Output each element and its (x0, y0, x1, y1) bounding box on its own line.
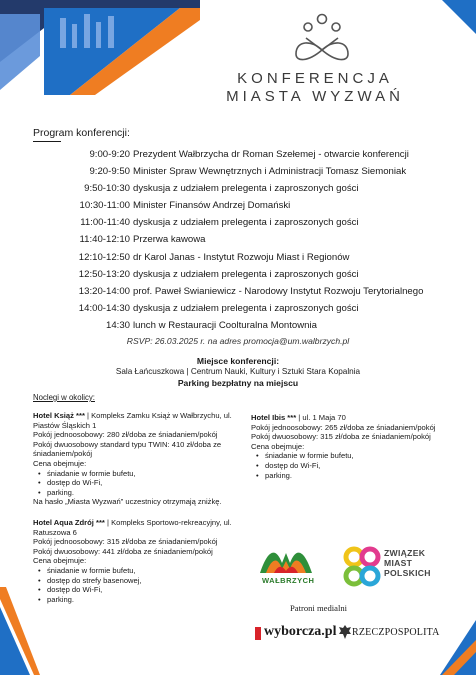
walbrzych-logo-label: WAŁBRZYCH (262, 576, 315, 585)
schedule-time: 9:20-9:50 (89, 166, 130, 178)
program-heading: Program konferencji: (33, 127, 130, 139)
schedule-description: Minister Spraw Wewnętrznych i Administracji Tomasz Siemoniak (133, 166, 407, 178)
schedule-row (30, 283, 460, 300)
schedule-time: 14:30 (105, 319, 130, 331)
parking-info: Parking bezpłatny na miejscu (177, 378, 299, 388)
hotel-amenity: • parking. (47, 488, 245, 498)
rzeczpospolita-logo-text: RZECZPOSPOLITA (352, 627, 440, 638)
schedule-description: dyskusja z udziałem prelegenta i zaproszonych gości (133, 268, 359, 280)
hotel-price-line: Pokój jednoosobowy: 280 zł/doba ze śniadaniem/pokój (33, 430, 218, 440)
schedule-time: 9:00-9:20 (89, 149, 130, 160)
hotel-ibis (251, 413, 463, 480)
hotel-amenity: • parking. (265, 471, 463, 481)
schedule-time: 11:00-11:40 (80, 217, 130, 229)
schedule-row (30, 163, 460, 180)
hotel-amenity: • dostęp do Wi-Fi, (47, 478, 245, 488)
schedule-row (30, 180, 460, 197)
hotel-amenity: • dostęp do strefy basenowej, (47, 576, 245, 586)
schedule-row (30, 146, 460, 163)
venue-value: Sala Łańcuszkowa | Centrum Nauki, Kultury i Sztuki Stara Kopalnia (115, 367, 361, 376)
hotel-price-line: Pokój dwuosobowy: 441 zł/doba ze śniadaniem/pokój (33, 546, 213, 556)
schedule-row (30, 214, 460, 231)
program-heading-underline (33, 141, 61, 142)
conference-logo-icon (286, 12, 358, 64)
schedule-time: 12:10-12:50 (78, 251, 130, 263)
wyborcza-logo-text: wyborcza.pl (264, 624, 337, 639)
schedule-time: 11:40-12:10 (79, 234, 130, 246)
schedule-description: Minister Finansów Andrzej Domański (133, 200, 291, 212)
hotel-price-line: Pokój jednoosobowy: 315 zł/doba ze śniadaniem/pokój (33, 537, 218, 547)
schedule-time: 10:30-11:00 (79, 200, 130, 212)
hotel-aqua-zdroj (33, 518, 245, 604)
schedule-time: 12:50-13:20 (78, 268, 130, 280)
hotel-price-line: Cena obejmuje: (251, 441, 305, 451)
hotel-amenity: • śniadanie w formie bufetu, (47, 566, 245, 576)
eagle-icon (338, 624, 352, 640)
schedule-row (30, 266, 460, 283)
conference-title-line2: MIASTA WYZWAŃ (226, 88, 404, 105)
schedule-description: dyskusja z udziałem prelegenta i zaproszonych gości (133, 302, 359, 314)
zmp-line3: POLSKICH (384, 568, 431, 578)
hotel-amenity: • śniadanie w formie bufetu, (47, 469, 245, 479)
hotel-discount-note: Na hasło „Miasta Wyzwań” uczestnicy otrzymają zniżkę. (33, 497, 222, 507)
hotel-address: | Kompleks Zamku Książ w Wałbrzychu, ul. Piastów Śląskich 1 (33, 411, 232, 430)
hotel-price-line: Pokój jednoosobowy: 265 zł/doba ze śniadaniem/pokój (251, 422, 436, 432)
wyborcza-logo (255, 625, 263, 643)
hotel-address: | Kompleks Sportowo-rekreacyjny, ul. Ratuszowa 6 (33, 518, 232, 537)
bottom-right-decoration (440, 620, 476, 675)
venue-heading: Miejsce konferencji: (196, 356, 280, 366)
zmp-line2: MIAST (384, 558, 413, 568)
hotel-ksiaz (33, 411, 245, 507)
lodging-heading: Noclegi w okolicy: (33, 393, 95, 402)
hotel-amenity: • śniadanie w formie bufetu, (265, 451, 463, 461)
schedule-row (30, 197, 460, 214)
hotel-price-line: Cena obejmuje: (33, 556, 87, 566)
schedule-row (30, 231, 460, 248)
schedule-row (30, 317, 460, 334)
schedule-row (30, 249, 460, 266)
schedule-description: prof. Paweł Swianiewicz - Narodowy Instytut Rozwoju Terytorialnego (133, 285, 424, 297)
schedule-description: Przerwa kawowa (133, 234, 206, 246)
hotel-address: | ul. 1 Maja 70 (296, 413, 346, 422)
hotel-name: Hotel Aqua Zdrój *** (33, 518, 105, 527)
zmp-line1: ZWIĄZEK (384, 548, 426, 558)
hotel-amenity: • dostęp do Wi-Fi, (47, 585, 245, 595)
schedule-list (30, 146, 460, 334)
schedule-description: dyskusja z udziałem prelegenta i zaproszonych gości (133, 217, 359, 229)
walbrzych-logo-icon (258, 543, 314, 577)
top-left-decoration (0, 0, 200, 110)
schedule-description: lunch w Restauracji Coolturalna Montownia (133, 319, 317, 331)
hotel-price-line: Pokój dwuosobowy: 315 zł/doba ze śniadaniem/pokój (251, 432, 431, 442)
hotel-amenity: • parking. (47, 595, 245, 605)
zmp-logo-icon (342, 545, 382, 589)
schedule-description: dr Karol Janas - Instytut Rozwoju Miast i Regionów (133, 251, 350, 263)
zmp-logo-text (384, 548, 431, 578)
hotel-name: Hotel Książ *** (33, 411, 85, 420)
schedule-description: Prezydent Wałbrzycha dr Roman Szełemej - otwarcie konferencji (133, 149, 409, 160)
top-right-decoration (396, 0, 476, 40)
hotel-name: Hotel Ibis *** (251, 413, 297, 422)
schedule-row (30, 300, 460, 317)
media-patrons-heading: Patroni medialni (290, 603, 348, 613)
hotel-price-line: Pokój dwuosobowy standard typu TWIN: 410 zł/doba ze śniadaniem/pokój (33, 439, 222, 459)
schedule-description: dyskusja z udziałem prelegenta i zaproszonych gości (133, 183, 359, 195)
schedule-time: 14:00-14:30 (78, 302, 130, 314)
schedule-time: 9:50-10:30 (84, 183, 130, 195)
hotel-price-line: Cena obejmuje: (33, 458, 87, 468)
conference-title-line1: KONFERENCJA (237, 70, 393, 87)
rsvp-text: RSVP: 26.03.2025 r. na adres promocja@um.walbrzych.pl (126, 336, 350, 346)
wyborcza-logo-mark (255, 627, 261, 640)
schedule-time: 13:20-14:00 (78, 285, 130, 297)
hotel-amenity: • dostęp do Wi-Fi, (265, 461, 463, 471)
conference-title (200, 70, 430, 106)
